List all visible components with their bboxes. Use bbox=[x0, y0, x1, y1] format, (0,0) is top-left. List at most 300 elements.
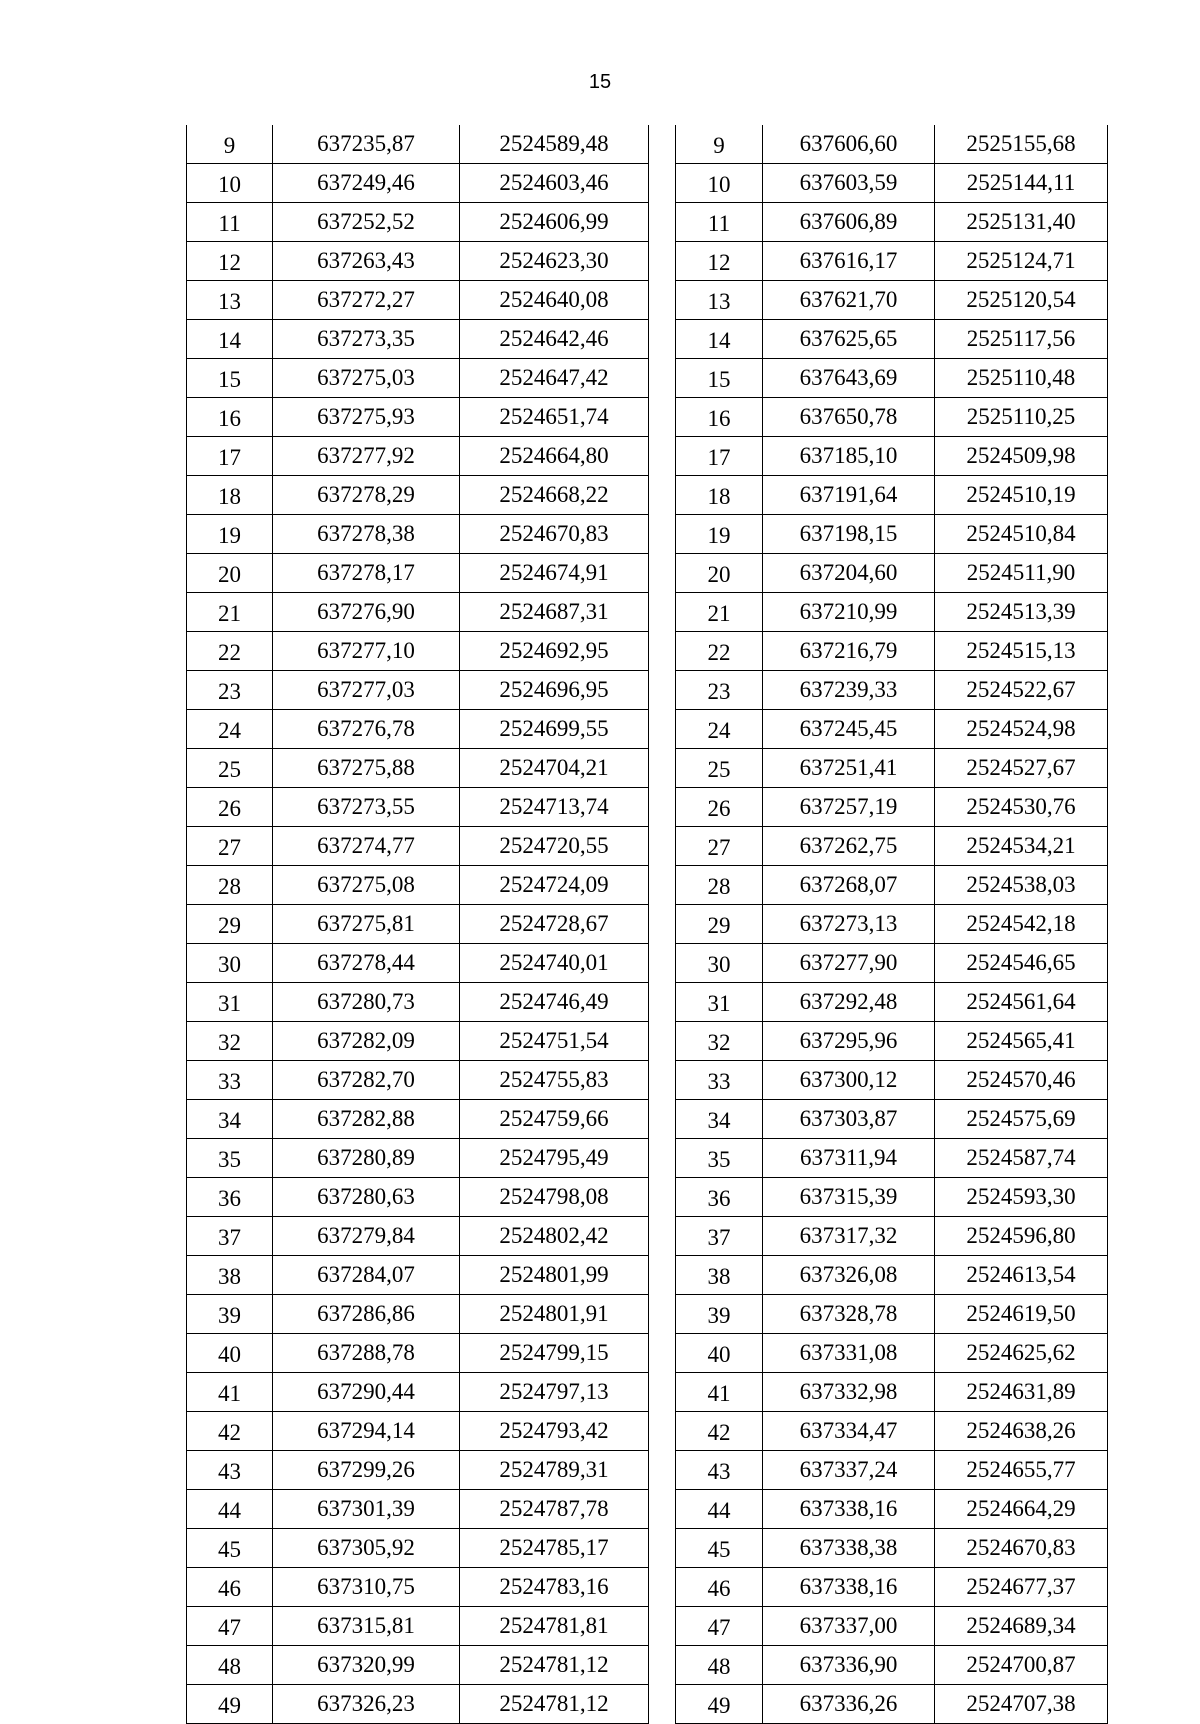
table-row bbox=[676, 164, 1108, 203]
table-row bbox=[187, 1490, 649, 1529]
x-coordinate-cell: 637280,63 bbox=[273, 1178, 460, 1217]
y-coordinate-cell: 2524546,65 bbox=[935, 944, 1108, 983]
point-number-cell: 33 bbox=[676, 1061, 763, 1100]
x-coordinate-cell: 637282,09 bbox=[273, 1022, 460, 1061]
y-coordinate-cell: 2524593,30 bbox=[935, 1178, 1108, 1217]
y-coordinate-cell: 2524789,31 bbox=[460, 1451, 649, 1490]
point-number-cell: 19 bbox=[676, 515, 763, 554]
y-coordinate-cell: 2524728,67 bbox=[460, 905, 649, 944]
y-coordinate-cell: 2524530,76 bbox=[935, 788, 1108, 827]
x-coordinate-cell: 637275,93 bbox=[273, 398, 460, 437]
table-row bbox=[676, 1061, 1108, 1100]
table-row bbox=[187, 827, 649, 866]
table-row bbox=[676, 905, 1108, 944]
y-coordinate-cell: 2524668,22 bbox=[460, 476, 649, 515]
coordinates-table-right bbox=[675, 125, 1108, 1724]
x-coordinate-cell: 637239,33 bbox=[763, 671, 935, 710]
table-row bbox=[187, 1412, 649, 1451]
x-coordinate-cell: 637185,10 bbox=[763, 437, 935, 476]
point-number-cell: 38 bbox=[676, 1256, 763, 1295]
y-coordinate-cell: 2524674,91 bbox=[460, 554, 649, 593]
point-number-cell: 17 bbox=[676, 437, 763, 476]
table-row bbox=[187, 1295, 649, 1334]
point-number-cell: 26 bbox=[187, 788, 273, 827]
point-number-cell: 33 bbox=[187, 1061, 273, 1100]
y-coordinate-cell: 2524642,46 bbox=[460, 320, 649, 359]
y-coordinate-cell: 2524713,74 bbox=[460, 788, 649, 827]
point-number-cell: 38 bbox=[187, 1256, 273, 1295]
point-number-cell: 13 bbox=[676, 281, 763, 320]
table-row bbox=[676, 242, 1108, 281]
y-coordinate-cell: 2525144,11 bbox=[935, 164, 1108, 203]
x-coordinate-cell: 637300,12 bbox=[763, 1061, 935, 1100]
x-coordinate-cell: 637278,44 bbox=[273, 944, 460, 983]
table-row bbox=[187, 710, 649, 749]
point-number-cell: 46 bbox=[676, 1568, 763, 1607]
table-row bbox=[187, 1373, 649, 1412]
point-number-cell: 22 bbox=[676, 632, 763, 671]
point-number-cell: 25 bbox=[676, 749, 763, 788]
y-coordinate-cell: 2524625,62 bbox=[935, 1334, 1108, 1373]
x-coordinate-cell: 637334,47 bbox=[763, 1412, 935, 1451]
point-number-cell: 40 bbox=[187, 1334, 273, 1373]
x-coordinate-cell: 637337,00 bbox=[763, 1607, 935, 1646]
y-coordinate-cell: 2524538,03 bbox=[935, 866, 1108, 905]
y-coordinate-cell: 2524510,19 bbox=[935, 476, 1108, 515]
y-coordinate-cell: 2524589,48 bbox=[460, 125, 649, 164]
y-coordinate-cell: 2524687,31 bbox=[460, 593, 649, 632]
y-coordinate-cell: 2524785,17 bbox=[460, 1529, 649, 1568]
y-coordinate-cell: 2524575,69 bbox=[935, 1100, 1108, 1139]
x-coordinate-cell: 637310,75 bbox=[273, 1568, 460, 1607]
x-coordinate-cell: 637278,38 bbox=[273, 515, 460, 554]
table-row bbox=[676, 788, 1108, 827]
table-row bbox=[187, 632, 649, 671]
table-row bbox=[676, 1373, 1108, 1412]
y-coordinate-cell: 2524570,46 bbox=[935, 1061, 1108, 1100]
point-number-cell: 42 bbox=[676, 1412, 763, 1451]
y-coordinate-cell: 2524704,21 bbox=[460, 749, 649, 788]
table-row bbox=[676, 983, 1108, 1022]
table-row bbox=[187, 983, 649, 1022]
table-row bbox=[676, 827, 1108, 866]
x-coordinate-cell: 637274,77 bbox=[273, 827, 460, 866]
x-coordinate-cell: 637603,59 bbox=[763, 164, 935, 203]
point-number-cell: 45 bbox=[676, 1529, 763, 1568]
x-coordinate-cell: 637273,35 bbox=[273, 320, 460, 359]
x-coordinate-cell: 637299,26 bbox=[273, 1451, 460, 1490]
table-row bbox=[676, 1451, 1108, 1490]
x-coordinate-cell: 637301,39 bbox=[273, 1490, 460, 1529]
point-number-cell: 20 bbox=[187, 554, 273, 593]
x-coordinate-cell: 637284,07 bbox=[273, 1256, 460, 1295]
table-row bbox=[676, 320, 1108, 359]
point-number-cell: 42 bbox=[187, 1412, 273, 1451]
x-coordinate-cell: 637292,48 bbox=[763, 983, 935, 1022]
point-number-cell: 12 bbox=[187, 242, 273, 281]
x-coordinate-cell: 637331,08 bbox=[763, 1334, 935, 1373]
point-number-cell: 10 bbox=[676, 164, 763, 203]
x-coordinate-cell: 637317,32 bbox=[763, 1217, 935, 1256]
x-coordinate-cell: 637276,78 bbox=[273, 710, 460, 749]
point-number-cell: 9 bbox=[676, 125, 763, 164]
x-coordinate-cell: 637326,23 bbox=[273, 1685, 460, 1724]
x-coordinate-cell: 637332,98 bbox=[763, 1373, 935, 1412]
point-number-cell: 43 bbox=[187, 1451, 273, 1490]
y-coordinate-cell: 2524565,41 bbox=[935, 1022, 1108, 1061]
point-number-cell: 12 bbox=[676, 242, 763, 281]
x-coordinate-cell: 637315,81 bbox=[273, 1607, 460, 1646]
y-coordinate-cell: 2524655,77 bbox=[935, 1451, 1108, 1490]
point-number-cell: 46 bbox=[187, 1568, 273, 1607]
point-number-cell: 15 bbox=[187, 359, 273, 398]
point-number-cell: 47 bbox=[187, 1607, 273, 1646]
y-coordinate-cell: 2524631,89 bbox=[935, 1373, 1108, 1412]
table-row bbox=[676, 1139, 1108, 1178]
x-coordinate-cell: 637279,84 bbox=[273, 1217, 460, 1256]
table-row bbox=[187, 476, 649, 515]
point-number-cell: 32 bbox=[676, 1022, 763, 1061]
point-number-cell: 9 bbox=[187, 125, 273, 164]
x-coordinate-cell: 637295,96 bbox=[763, 1022, 935, 1061]
table-row bbox=[676, 1334, 1108, 1373]
y-coordinate-cell: 2524664,80 bbox=[460, 437, 649, 476]
y-coordinate-cell: 2524720,55 bbox=[460, 827, 649, 866]
table-row bbox=[187, 1529, 649, 1568]
x-coordinate-cell: 637276,90 bbox=[273, 593, 460, 632]
point-number-cell: 36 bbox=[676, 1178, 763, 1217]
y-coordinate-cell: 2524522,67 bbox=[935, 671, 1108, 710]
table-row bbox=[676, 1529, 1108, 1568]
y-coordinate-cell: 2524587,74 bbox=[935, 1139, 1108, 1178]
y-coordinate-cell: 2524751,54 bbox=[460, 1022, 649, 1061]
point-number-cell: 39 bbox=[187, 1295, 273, 1334]
x-coordinate-cell: 637262,75 bbox=[763, 827, 935, 866]
point-number-cell: 27 bbox=[187, 827, 273, 866]
y-coordinate-cell: 2524798,08 bbox=[460, 1178, 649, 1217]
table-row bbox=[676, 281, 1108, 320]
y-coordinate-cell: 2524793,42 bbox=[460, 1412, 649, 1451]
y-coordinate-cell: 2524801,99 bbox=[460, 1256, 649, 1295]
table-row bbox=[676, 632, 1108, 671]
x-coordinate-cell: 637337,24 bbox=[763, 1451, 935, 1490]
y-coordinate-cell: 2524619,50 bbox=[935, 1295, 1108, 1334]
point-number-cell: 18 bbox=[187, 476, 273, 515]
x-coordinate-cell: 637336,26 bbox=[763, 1685, 935, 1724]
point-number-cell: 29 bbox=[676, 905, 763, 944]
table-row bbox=[676, 1607, 1108, 1646]
table-row bbox=[187, 1607, 649, 1646]
table-row bbox=[187, 164, 649, 203]
x-coordinate-cell: 637275,81 bbox=[273, 905, 460, 944]
point-number-cell: 23 bbox=[676, 671, 763, 710]
table-row bbox=[187, 242, 649, 281]
point-number-cell: 32 bbox=[187, 1022, 273, 1061]
table-row bbox=[187, 671, 649, 710]
table-row bbox=[676, 203, 1108, 242]
point-number-cell: 41 bbox=[187, 1373, 273, 1412]
point-number-cell: 40 bbox=[676, 1334, 763, 1373]
x-coordinate-cell: 637268,07 bbox=[763, 866, 935, 905]
table-row bbox=[676, 1646, 1108, 1685]
y-coordinate-cell: 2525124,71 bbox=[935, 242, 1108, 281]
table-row bbox=[187, 398, 649, 437]
x-coordinate-cell: 637616,17 bbox=[763, 242, 935, 281]
point-number-cell: 14 bbox=[187, 320, 273, 359]
point-number-cell: 39 bbox=[676, 1295, 763, 1334]
y-coordinate-cell: 2524524,98 bbox=[935, 710, 1108, 749]
y-coordinate-cell: 2525155,68 bbox=[935, 125, 1108, 164]
y-coordinate-cell: 2524689,34 bbox=[935, 1607, 1108, 1646]
point-number-cell: 35 bbox=[676, 1139, 763, 1178]
x-coordinate-cell: 637338,16 bbox=[763, 1568, 935, 1607]
x-coordinate-cell: 637625,65 bbox=[763, 320, 935, 359]
y-coordinate-cell: 2525117,56 bbox=[935, 320, 1108, 359]
table-row bbox=[187, 1178, 649, 1217]
point-number-cell: 47 bbox=[676, 1607, 763, 1646]
table-row bbox=[676, 554, 1108, 593]
y-coordinate-cell: 2524783,16 bbox=[460, 1568, 649, 1607]
point-number-cell: 20 bbox=[676, 554, 763, 593]
x-coordinate-cell: 637277,10 bbox=[273, 632, 460, 671]
point-number-cell: 44 bbox=[187, 1490, 273, 1529]
x-coordinate-cell: 637328,78 bbox=[763, 1295, 935, 1334]
table-row bbox=[187, 1334, 649, 1373]
y-coordinate-cell: 2524511,90 bbox=[935, 554, 1108, 593]
x-coordinate-cell: 637288,78 bbox=[273, 1334, 460, 1373]
point-number-cell: 16 bbox=[676, 398, 763, 437]
table-row bbox=[187, 1022, 649, 1061]
y-coordinate-cell: 2524534,21 bbox=[935, 827, 1108, 866]
table-row bbox=[676, 944, 1108, 983]
table-row bbox=[676, 1217, 1108, 1256]
table-row bbox=[676, 593, 1108, 632]
table-body bbox=[676, 125, 1108, 1724]
point-number-cell: 41 bbox=[676, 1373, 763, 1412]
y-coordinate-cell: 2524699,55 bbox=[460, 710, 649, 749]
point-number-cell: 15 bbox=[676, 359, 763, 398]
x-coordinate-cell: 637336,90 bbox=[763, 1646, 935, 1685]
table-row bbox=[676, 1100, 1108, 1139]
point-number-cell: 23 bbox=[187, 671, 273, 710]
point-number-cell: 37 bbox=[676, 1217, 763, 1256]
x-coordinate-cell: 637275,03 bbox=[273, 359, 460, 398]
point-number-cell: 13 bbox=[187, 281, 273, 320]
table-row bbox=[187, 1139, 649, 1178]
y-coordinate-cell: 2524542,18 bbox=[935, 905, 1108, 944]
x-coordinate-cell: 637338,38 bbox=[763, 1529, 935, 1568]
x-coordinate-cell: 637235,87 bbox=[273, 125, 460, 164]
point-number-cell: 43 bbox=[676, 1451, 763, 1490]
y-coordinate-cell: 2524513,39 bbox=[935, 593, 1108, 632]
table-row bbox=[676, 1256, 1108, 1295]
point-number-cell: 31 bbox=[676, 983, 763, 1022]
table-row bbox=[187, 944, 649, 983]
point-number-cell: 28 bbox=[187, 866, 273, 905]
y-coordinate-cell: 2524759,66 bbox=[460, 1100, 649, 1139]
point-number-cell: 44 bbox=[676, 1490, 763, 1529]
table-row bbox=[187, 203, 649, 242]
point-number-cell: 21 bbox=[676, 593, 763, 632]
x-coordinate-cell: 637315,39 bbox=[763, 1178, 935, 1217]
table-body bbox=[187, 125, 649, 1724]
x-coordinate-cell: 637277,90 bbox=[763, 944, 935, 983]
y-coordinate-cell: 2524651,74 bbox=[460, 398, 649, 437]
point-number-cell: 30 bbox=[676, 944, 763, 983]
point-number-cell: 37 bbox=[187, 1217, 273, 1256]
y-coordinate-cell: 2524740,01 bbox=[460, 944, 649, 983]
table-row bbox=[676, 1568, 1108, 1607]
y-coordinate-cell: 2524781,12 bbox=[460, 1685, 649, 1724]
point-number-cell: 16 bbox=[187, 398, 273, 437]
y-coordinate-cell: 2524606,99 bbox=[460, 203, 649, 242]
x-coordinate-cell: 637278,29 bbox=[273, 476, 460, 515]
point-number-cell: 27 bbox=[676, 827, 763, 866]
point-number-cell: 49 bbox=[676, 1685, 763, 1724]
table-row bbox=[187, 593, 649, 632]
page-number: 15 bbox=[588, 71, 612, 93]
point-number-cell: 29 bbox=[187, 905, 273, 944]
y-coordinate-cell: 2524640,08 bbox=[460, 281, 649, 320]
x-coordinate-cell: 637272,27 bbox=[273, 281, 460, 320]
table-row bbox=[187, 1646, 649, 1685]
x-coordinate-cell: 637245,45 bbox=[763, 710, 935, 749]
point-number-cell: 24 bbox=[187, 710, 273, 749]
x-coordinate-cell: 637277,03 bbox=[273, 671, 460, 710]
x-coordinate-cell: 637643,69 bbox=[763, 359, 935, 398]
y-coordinate-cell: 2524696,95 bbox=[460, 671, 649, 710]
y-coordinate-cell: 2525110,25 bbox=[935, 398, 1108, 437]
x-coordinate-cell: 637326,08 bbox=[763, 1256, 935, 1295]
x-coordinate-cell: 637277,92 bbox=[273, 437, 460, 476]
point-number-cell: 22 bbox=[187, 632, 273, 671]
y-coordinate-cell: 2524801,91 bbox=[460, 1295, 649, 1334]
table-row bbox=[187, 1100, 649, 1139]
x-coordinate-cell: 637198,15 bbox=[763, 515, 935, 554]
y-coordinate-cell: 2524664,29 bbox=[935, 1490, 1108, 1529]
point-number-cell: 11 bbox=[676, 203, 763, 242]
y-coordinate-cell: 2524802,42 bbox=[460, 1217, 649, 1256]
point-number-cell: 36 bbox=[187, 1178, 273, 1217]
y-coordinate-cell: 2524510,84 bbox=[935, 515, 1108, 554]
table-row bbox=[676, 710, 1108, 749]
table-row bbox=[676, 515, 1108, 554]
point-number-cell: 18 bbox=[676, 476, 763, 515]
point-number-cell: 48 bbox=[187, 1646, 273, 1685]
point-number-cell: 11 bbox=[187, 203, 273, 242]
y-coordinate-cell: 2524781,81 bbox=[460, 1607, 649, 1646]
x-coordinate-cell: 637278,17 bbox=[273, 554, 460, 593]
y-coordinate-cell: 2524781,12 bbox=[460, 1646, 649, 1685]
table-row bbox=[187, 281, 649, 320]
y-coordinate-cell: 2524527,67 bbox=[935, 749, 1108, 788]
table-row bbox=[676, 1412, 1108, 1451]
table-row bbox=[676, 1178, 1108, 1217]
x-coordinate-cell: 637294,14 bbox=[273, 1412, 460, 1451]
x-coordinate-cell: 637273,13 bbox=[763, 905, 935, 944]
table-row bbox=[676, 749, 1108, 788]
x-coordinate-cell: 637249,46 bbox=[273, 164, 460, 203]
x-coordinate-cell: 637650,78 bbox=[763, 398, 935, 437]
x-coordinate-cell: 637606,89 bbox=[763, 203, 935, 242]
point-number-cell: 49 bbox=[187, 1685, 273, 1724]
table-row bbox=[187, 359, 649, 398]
point-number-cell: 30 bbox=[187, 944, 273, 983]
y-coordinate-cell: 2524677,37 bbox=[935, 1568, 1108, 1607]
x-coordinate-cell: 637275,88 bbox=[273, 749, 460, 788]
x-coordinate-cell: 637282,70 bbox=[273, 1061, 460, 1100]
table-row bbox=[187, 1217, 649, 1256]
point-number-cell: 26 bbox=[676, 788, 763, 827]
table-row bbox=[187, 1061, 649, 1100]
x-coordinate-cell: 637275,08 bbox=[273, 866, 460, 905]
x-coordinate-cell: 637303,87 bbox=[763, 1100, 935, 1139]
point-number-cell: 45 bbox=[187, 1529, 273, 1568]
x-coordinate-cell: 637252,52 bbox=[273, 203, 460, 242]
point-number-cell: 34 bbox=[676, 1100, 763, 1139]
y-coordinate-cell: 2525110,48 bbox=[935, 359, 1108, 398]
x-coordinate-cell: 637621,70 bbox=[763, 281, 935, 320]
x-coordinate-cell: 637280,89 bbox=[273, 1139, 460, 1178]
y-coordinate-cell: 2524799,15 bbox=[460, 1334, 649, 1373]
x-coordinate-cell: 637257,19 bbox=[763, 788, 935, 827]
x-coordinate-cell: 637282,88 bbox=[273, 1100, 460, 1139]
x-coordinate-cell: 637338,16 bbox=[763, 1490, 935, 1529]
x-coordinate-cell: 637280,73 bbox=[273, 983, 460, 1022]
table-row bbox=[187, 1685, 649, 1724]
table-row bbox=[676, 398, 1108, 437]
y-coordinate-cell: 2524509,98 bbox=[935, 437, 1108, 476]
y-coordinate-cell: 2524700,87 bbox=[935, 1646, 1108, 1685]
x-coordinate-cell: 637290,44 bbox=[273, 1373, 460, 1412]
x-coordinate-cell: 637305,92 bbox=[273, 1529, 460, 1568]
table-row bbox=[187, 437, 649, 476]
y-coordinate-cell: 2524515,13 bbox=[935, 632, 1108, 671]
x-coordinate-cell: 637273,55 bbox=[273, 788, 460, 827]
table-row bbox=[187, 515, 649, 554]
table-row bbox=[187, 125, 649, 164]
y-coordinate-cell: 2524692,95 bbox=[460, 632, 649, 671]
point-number-cell: 21 bbox=[187, 593, 273, 632]
y-coordinate-cell: 2524670,83 bbox=[935, 1529, 1108, 1568]
point-number-cell: 48 bbox=[676, 1646, 763, 1685]
point-number-cell: 34 bbox=[187, 1100, 273, 1139]
coordinates-table-left bbox=[186, 125, 649, 1724]
x-coordinate-cell: 637251,41 bbox=[763, 749, 935, 788]
table-row bbox=[676, 866, 1108, 905]
table-row bbox=[187, 749, 649, 788]
point-number-cell: 25 bbox=[187, 749, 273, 788]
table-row bbox=[187, 866, 649, 905]
y-coordinate-cell: 2524603,46 bbox=[460, 164, 649, 203]
x-coordinate-cell: 637210,99 bbox=[763, 593, 935, 632]
table-row bbox=[187, 788, 649, 827]
y-coordinate-cell: 2524561,64 bbox=[935, 983, 1108, 1022]
table-row bbox=[187, 1568, 649, 1607]
x-coordinate-cell: 637311,94 bbox=[763, 1139, 935, 1178]
y-coordinate-cell: 2524746,49 bbox=[460, 983, 649, 1022]
y-coordinate-cell: 2524755,83 bbox=[460, 1061, 649, 1100]
table-row bbox=[676, 1490, 1108, 1529]
x-coordinate-cell: 637263,43 bbox=[273, 242, 460, 281]
table-row bbox=[676, 1295, 1108, 1334]
y-coordinate-cell: 2524707,38 bbox=[935, 1685, 1108, 1724]
y-coordinate-cell: 2524613,54 bbox=[935, 1256, 1108, 1295]
x-coordinate-cell: 637286,86 bbox=[273, 1295, 460, 1334]
x-coordinate-cell: 637191,64 bbox=[763, 476, 935, 515]
point-number-cell: 35 bbox=[187, 1139, 273, 1178]
x-coordinate-cell: 637606,60 bbox=[763, 125, 935, 164]
